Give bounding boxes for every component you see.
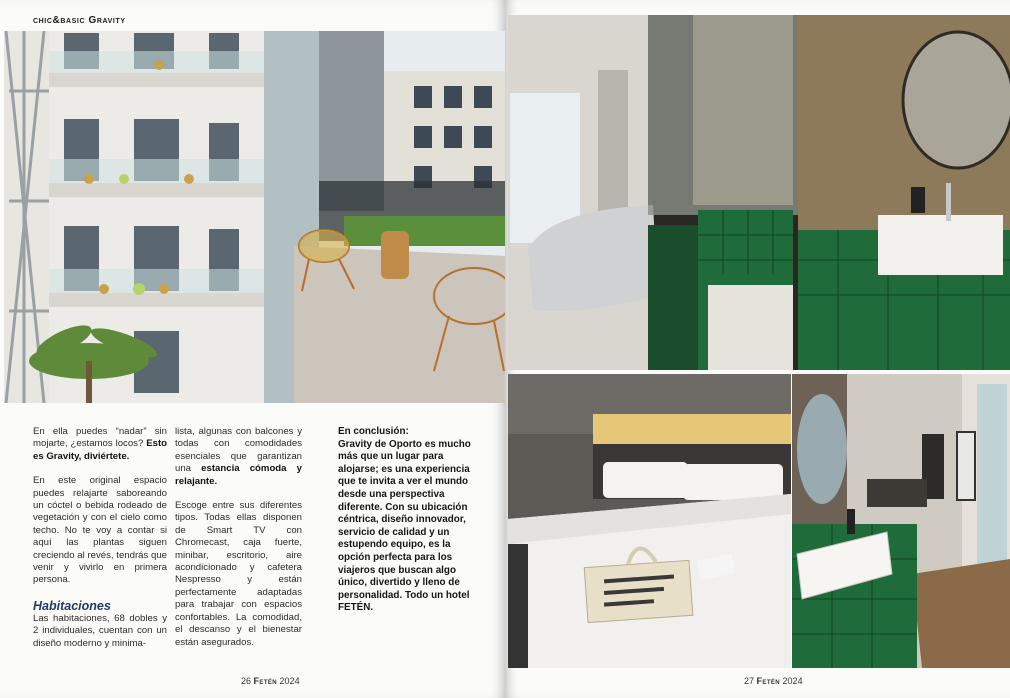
right-page (505, 0, 1010, 698)
terrace-photo (264, 31, 505, 403)
page-number-left: 26 Fetén 2024 (241, 676, 300, 686)
vanity-photo (792, 374, 1010, 668)
rooms-paragraph: Las habitaciones, 68 dobles y 2 individuales, cuentan con un diseño moderno y minima- (33, 612, 167, 649)
facade-photo (4, 31, 264, 403)
terrace-paragraph: En este original espacio puedes relajarte saboreando un cóctel o bebida rodeado de vegetación y con el cielo como techo. No te voy a contar si aquí las plantas siguen creciendo al revés, tendrás que venir y vivirlo en primera persona. (33, 475, 167, 586)
conclusion-title: En conclusión: (338, 426, 409, 437)
rooms-continued: lista, algunas con balcones y todas con comodidades esenciales que garantizan una (175, 426, 302, 475)
rooms-bold: estancia cómoda y relajante. (175, 463, 302, 487)
text-column-1 (33, 426, 167, 662)
text-column-2 (175, 426, 302, 661)
page-number-right: 27 Fetén 2024 (744, 676, 803, 686)
section-header: chic&basic Gravity (33, 15, 126, 26)
bedroom-photo (508, 374, 791, 668)
intro-text: En ella puedes “nadar” sin mojarte, ¿estamos locos? (33, 426, 167, 450)
rooms-subheading: Habitaciones (33, 598, 111, 613)
amenities-paragraph: Escoge entre sus diferentes tipos. Todas ellas disponen de Smart TV con Chromecast, caja fuerte, minibar, escritorio, aire acondicionado y cafetera Nespresso y están perfectamente adaptadas para trabajar con espacios confortables. La comodidad, el descanso y el bienestar están asegurados. (175, 500, 302, 648)
intro-bold: Esto es Gravity, diviértete. (33, 438, 167, 462)
conclusion-body: Gravity de Oporto es mucho más que un lugar para alojarse; es una experiencia que te invita a ver el mundo desde una perspectiva diferente. Con su ubicación céntrica, diseño innovador, servicio de calidad y un estupendo equipo, es la opción perfecta para los viajeros que buscan algo único, divertido y lleno de personalidad. Todo un hotel FETÉN. (338, 438, 471, 614)
room-bathroom-photo (508, 15, 1010, 370)
text-column-3 (338, 426, 477, 615)
